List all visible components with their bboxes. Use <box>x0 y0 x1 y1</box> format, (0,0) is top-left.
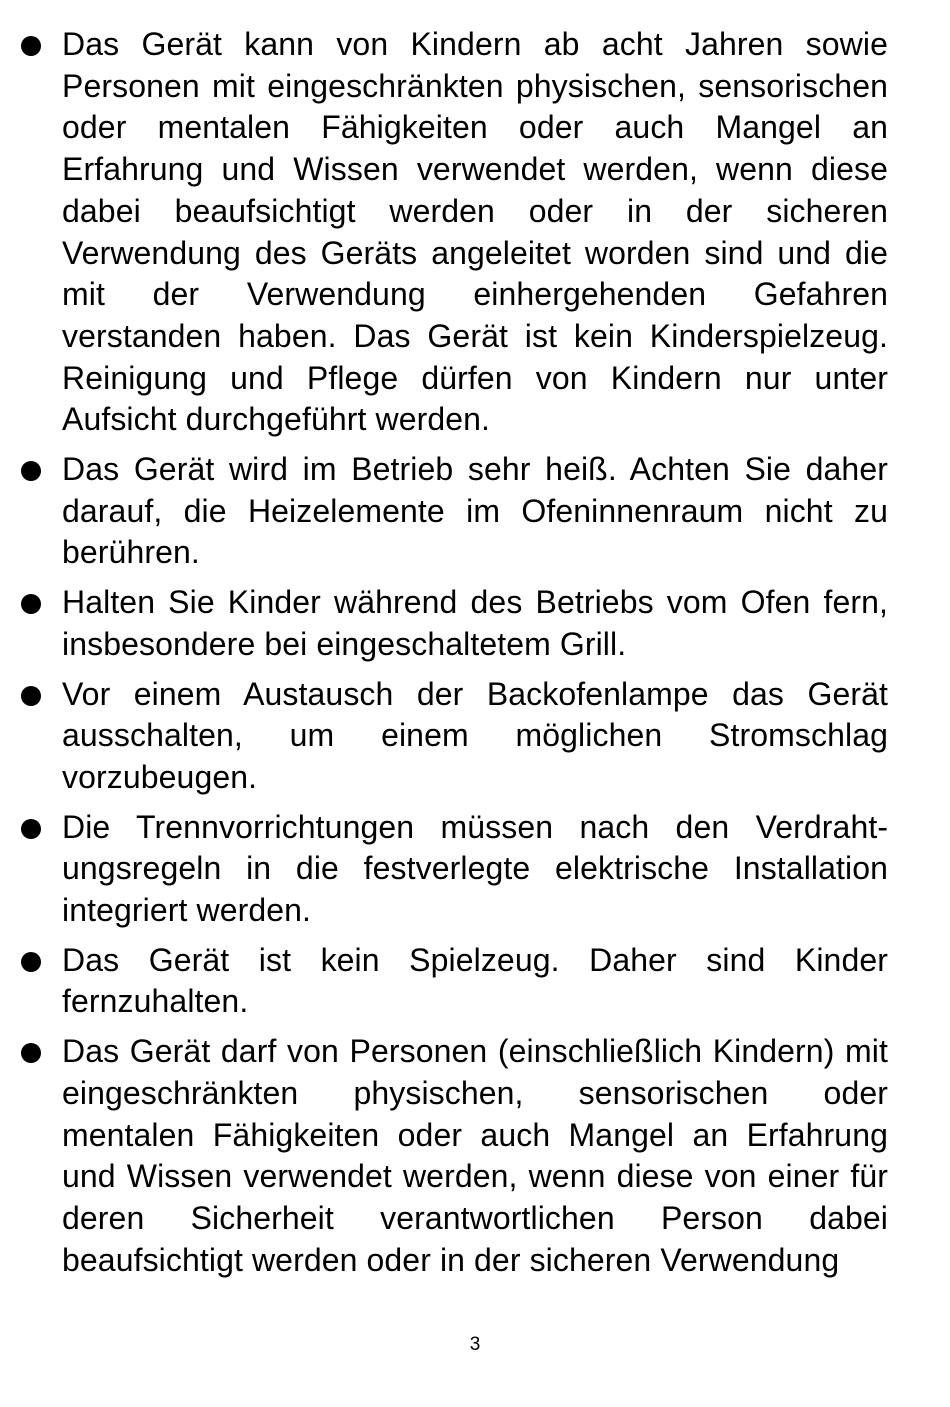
page-number: 3 <box>469 1334 481 1355</box>
list-item-text: Die Trennvorrichtungen müssen nach den Verdrahtungsregeln in die festverlegte elektrische Installation integriert werden. <box>62 808 888 929</box>
bullet-dot-icon <box>21 819 41 839</box>
list-item-text: Das Gerät kann von Kindern ab acht Jahren sowie Personen mit eingeschränkten physischen, sensorischen oder mentalen Fähigkeiten oder auch Mangel an Erfahrung und Wissen verwendet werden, wenn diese dabei beaufsichtigt werden oder in der sicheren Verwendung des Geräts angeleitet worden sind und die mit der Verwendung einhergehenden Gefahren verstanden haben. Das Gerät ist kein Kinderspielzeug. Reinigung und Pflege dürfen von Kindern nur unter Aufsicht durchgeführt werden. <box>62 26 888 438</box>
bullet-dot-icon <box>21 952 41 972</box>
list-item-text: Das Gerät wird im Betrieb sehr heiß. Achten Sie daher darauf, die Heizelemente im Ofeninnenraum nicht zu berühren. <box>62 451 888 571</box>
bullet-dot-icon <box>21 36 41 56</box>
list-item-text: Halten Sie Kinder während des Betriebs vom Ofen fern, insbesondere bei eingeschaltetem Grill. <box>62 584 888 662</box>
list-item-text: Das Gerät darf von Personen (einschließlich Kindern) mit eingeschränkten physischen, sensorischen oder mentalen Fähigkeiten oder auch Mangel an Erfahrung und Wissen verwendet werden, wenn diese von einer für deren Sicherheit verantwortlichen Person dabei beaufsichtigt werden oder in der sicheren Verwendung <box>62 1033 888 1278</box>
list-item-text: Das Gerät ist kein Spielzeug. Daher sind Kinder fernzuhalten. <box>62 941 888 1020</box>
bullet-dot-icon <box>21 1043 41 1063</box>
list-item <box>20 674 888 799</box>
list-item <box>20 807 888 932</box>
list-item <box>20 1031 888 1281</box>
list-item <box>20 24 888 441</box>
list-item <box>20 449 888 574</box>
list-item <box>20 940 888 1023</box>
bullet-dot-icon <box>21 461 41 481</box>
bullet-dot-icon <box>21 594 41 614</box>
bullet-dot-icon <box>21 686 41 706</box>
safety-instructions-list <box>20 24 888 1289</box>
list-item-text: Vor einem Austausch der Backofenlampe das Gerät ausschalten, um einem möglichen Stromschlag vorzubeugen. <box>62 675 888 795</box>
list-item <box>20 582 888 665</box>
